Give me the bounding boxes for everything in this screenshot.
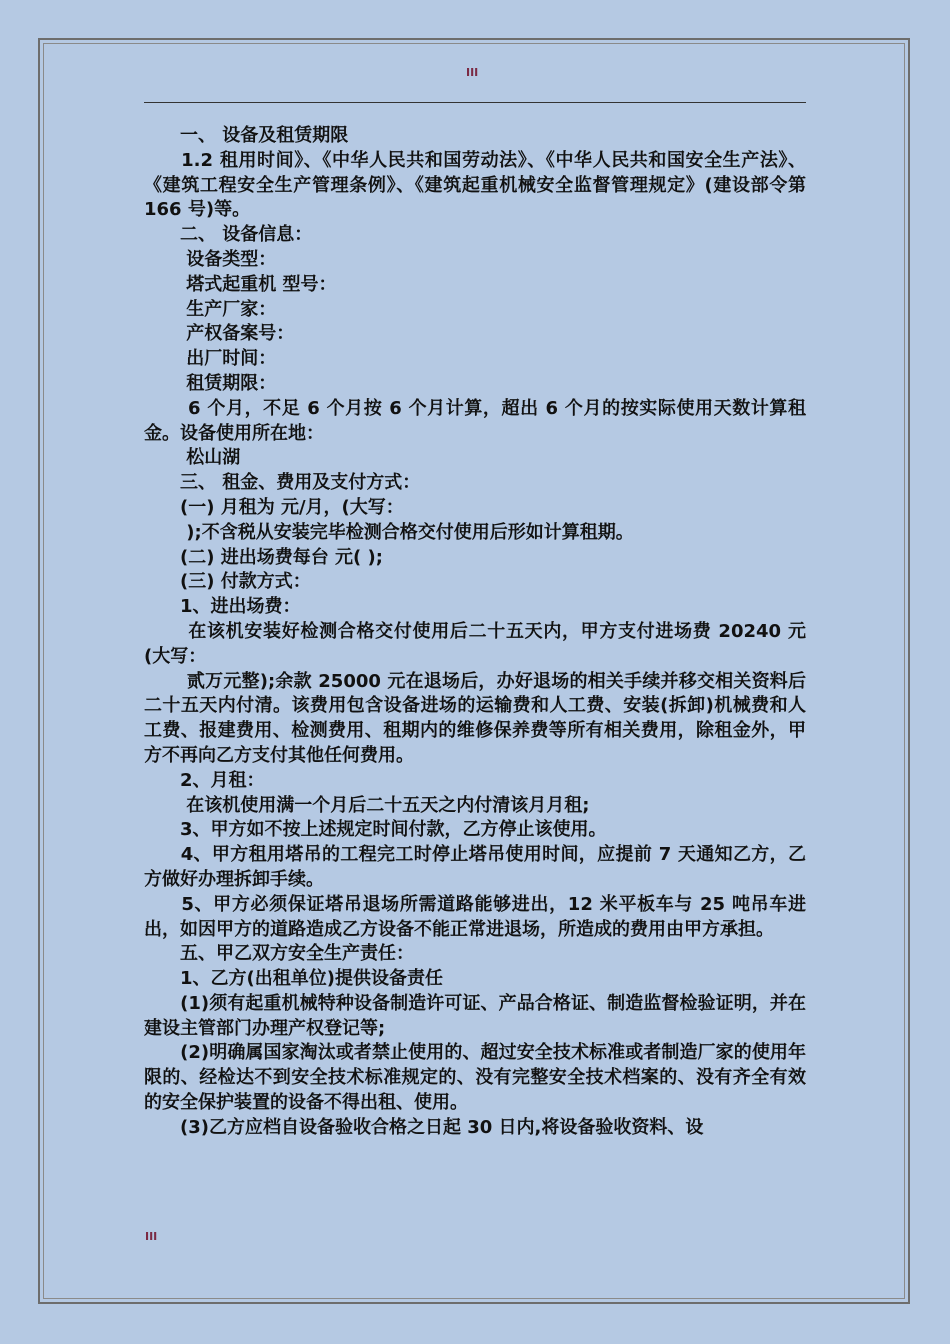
field-line: 设备类型： <box>144 248 277 270</box>
section-heading: 三、 租金、费用及支付方式： <box>144 472 421 494</box>
footer-page-mark: III <box>145 1230 158 1243</box>
paragraph: (3)乙方应档自设备验收合格之日起 30 日内,将设备验收资料、设 <box>144 1116 704 1138</box>
paragraph: (2)明确属国家淘汰或者禁止使用的、超过安全技术标准或者制造厂家的使用年限的、经检达不到安全技术标准规定的、没有完整安全技术档案的、没有齐全有效的安全保护装置的设备不得出租、使用。 <box>144 1042 806 1114</box>
paragraph: (二) 进出场费每台 元( ); <box>144 546 383 568</box>
field-line: 塔式起重机 型号： <box>144 273 337 295</box>
field-line: 生产厂家： <box>144 298 277 320</box>
header-rule <box>144 102 806 103</box>
paragraph: (一) 月租为 元/月，(大写： <box>144 496 404 518</box>
field-line: 租赁期限： <box>144 372 277 394</box>
section-heading: 二、 设备信息： <box>144 224 313 246</box>
paragraph: );不含税从安装完毕检测合格交付使用后形如计算租期。 <box>144 521 634 543</box>
field-line: 产权备案号： <box>144 323 295 345</box>
paragraph: 1、乙方(出租单位)提供设备责任 <box>144 968 443 990</box>
field-line: 松山湖 <box>144 447 241 469</box>
document-body <box>144 124 813 1141</box>
paragraph: 在该机安装好检测合格交付使用后二十五天内，甲方支付进场费 20240 元(大写： <box>144 620 806 667</box>
paragraph: 6 个月，不足 6 个月按 6 个月计算，超出 6 个月的按实际使用天数计算租金。设备使用所在地： <box>144 397 806 444</box>
field-line: 出厂时间： <box>144 348 277 370</box>
paragraph: 3、甲方如不按上述规定时间付款，乙方停止该使用。 <box>144 819 607 841</box>
section-heading: 一、 设备及租赁期限 <box>144 125 349 146</box>
paragraph: 5、甲方必须保证塔吊退场所需道路能够进出，12 米平板车与 25 吨吊车进出，如因甲方的道路造成乙方设备不能正常进退场，所造成的费用由甲方承担。 <box>144 893 806 940</box>
paragraph: 2、月租： <box>144 769 265 791</box>
paragraph: (三) 付款方式： <box>144 571 311 593</box>
paragraph: 1.2 租用时间》、《中华人民共和国劳动法》、《中华人民共和国安全生产法》、《建筑工程安全生产管理条例》、《建筑起重机械安全监督管理规定》(建设部令第 166 号)等。 <box>144 149 813 221</box>
paragraph: 贰万元整);余款 25000 元在退场后，办好退场的相关手续并移交相关资料后二十五天内付清。该费用包含设备进场的运输费和人工费、安装(拆卸)机械费和人工费、报建费用、检测费用、租期内的维修保养费等所有相关费用，除租金外，甲方不再向乙方支付其他任何费用。 <box>144 670 806 766</box>
section-heading: 五、甲乙双方安全生产责任： <box>144 943 414 965</box>
paragraph: 在该机使用满一个月后二十五天之内付清该月月租; <box>144 794 590 816</box>
paragraph: (1)须有起重机械特种设备制造许可证、产品合格证、制造监督检验证明，并在建设主管部门办理产权登记等; <box>144 992 806 1039</box>
header-page-mark: III <box>466 66 479 79</box>
paragraph: 4、甲方租用塔吊的工程完工时停止塔吊使用时间，应提前 7 天通知乙方，乙方做好办理拆卸手续。 <box>144 844 806 890</box>
paragraph: 1、进出场费： <box>144 596 301 618</box>
